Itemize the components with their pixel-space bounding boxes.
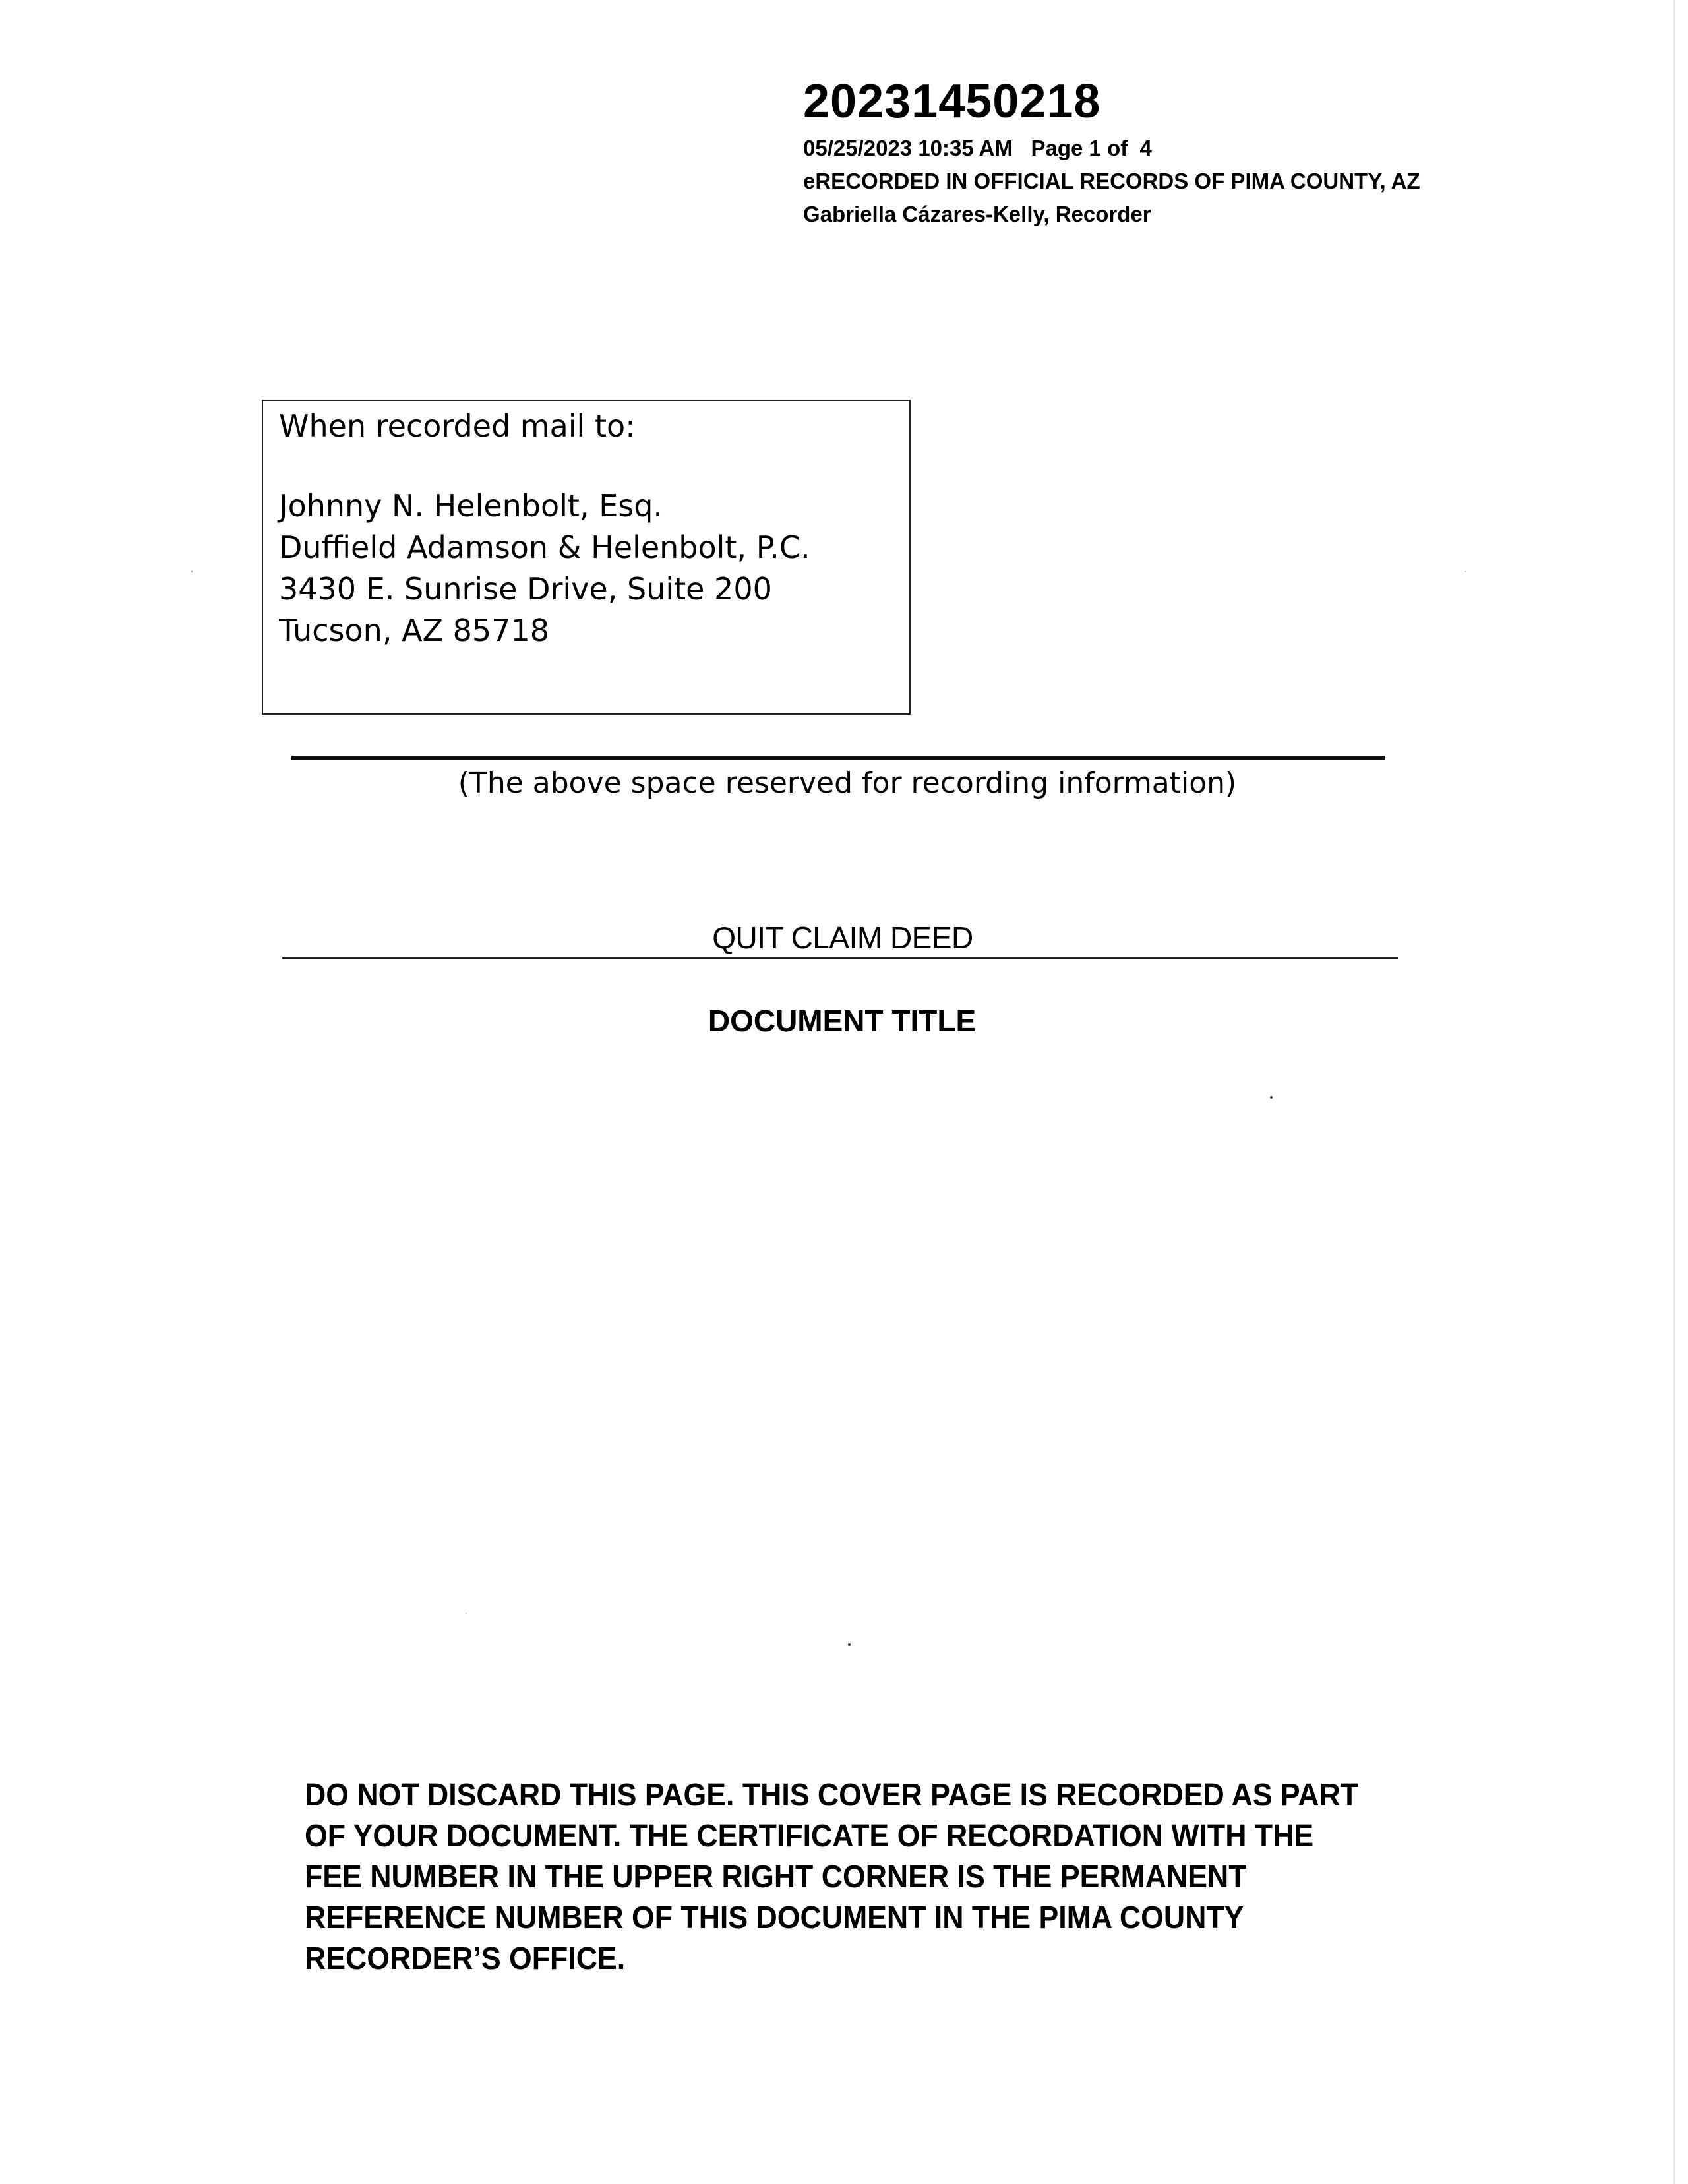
notice-line: REFERENCE NUMBER OF THIS DOCUMENT IN THE PIMA COUNTY xyxy=(305,1900,1244,1935)
mail-to-box xyxy=(262,400,911,715)
cover-page-notice xyxy=(305,1775,1439,1980)
notice-line: OF YOUR DOCUMENT. THE CERTIFICATE OF RECORDATION WITH THE xyxy=(305,1819,1314,1854)
recording-date-page: 05/25/2023 10:35 AM Page 1 of 4 xyxy=(803,136,1152,160)
notice-line: DO NOT DISCARD THIS PAGE. THIS COVER PAGE IS RECORDED AS PART xyxy=(305,1778,1359,1813)
mail-to-heading: When recorded mail to: xyxy=(279,408,636,444)
notice-line: FEE NUMBER IN THE UPPER RIGHT CORNER IS THE PERMANENT xyxy=(305,1860,1247,1895)
recorder-line: Gabriella Cázares-Kelly, Recorder xyxy=(803,202,1151,226)
scan-speck xyxy=(848,1643,851,1646)
scan-speck xyxy=(1465,571,1466,572)
scan-speck xyxy=(1270,1096,1273,1099)
recording-stamp xyxy=(803,74,1660,231)
scan-edge xyxy=(1673,0,1675,2184)
mail-to-address xyxy=(279,485,810,652)
scan-speck xyxy=(191,571,193,572)
notice-line: RECORDER’S OFFICE. xyxy=(305,1941,626,1976)
scan-speck xyxy=(466,1613,467,1614)
mail-to-line: Duffield Adamson & Helenbolt, P.C. xyxy=(279,530,810,565)
mail-to-line: Tucson, AZ 85718 xyxy=(279,613,550,648)
fee-number: 20231450218 xyxy=(803,75,1101,128)
recorded-in-line: eRECORDED IN OFFICIAL RECORDS OF PIMA COUNTY, AZ xyxy=(803,169,1420,193)
document-title-label: DOCUMENT TITLE xyxy=(708,1004,977,1038)
reserved-space-rule xyxy=(291,756,1385,760)
mail-to-line: Johnny N. Helenbolt, Esq. xyxy=(279,488,663,524)
document-name-rule xyxy=(282,957,1398,959)
mail-to-line: 3430 E. Sunrise Drive, Suite 200 xyxy=(279,571,772,607)
reserved-space-caption: (The above space reserved for recording information) xyxy=(458,766,1237,800)
document-name: QUIT CLAIM DEED xyxy=(712,921,973,955)
